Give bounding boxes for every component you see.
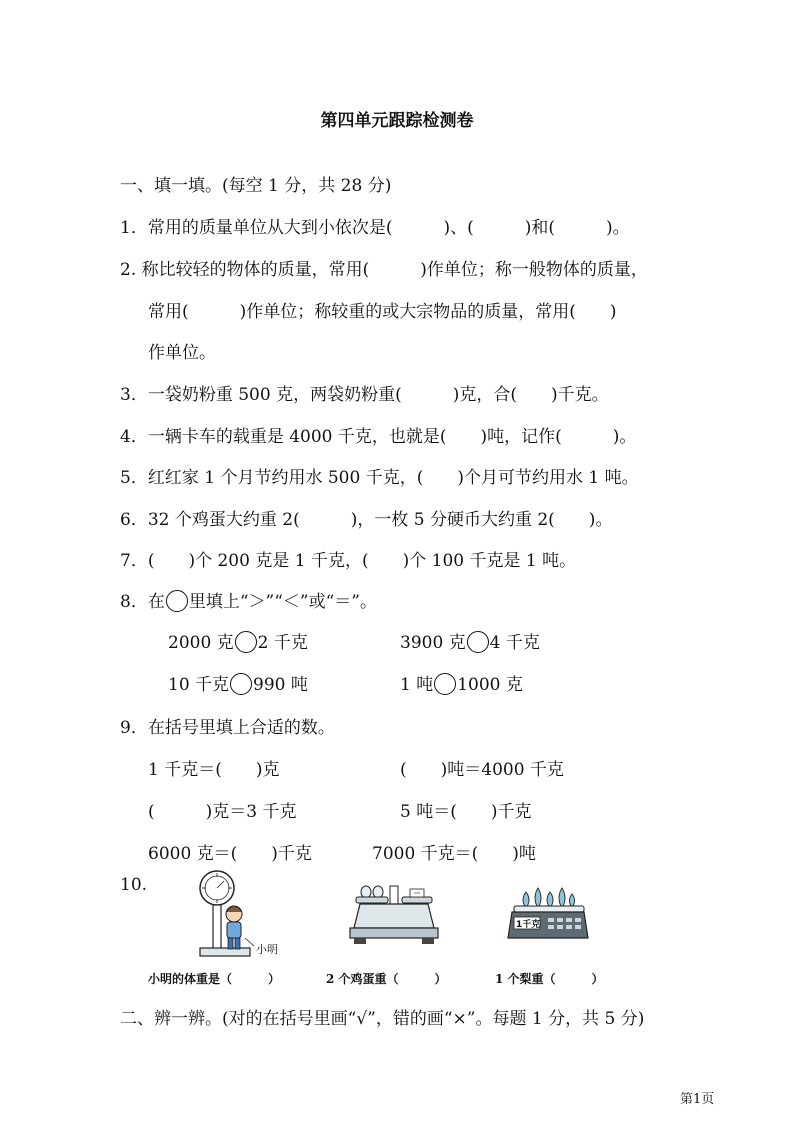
- compare-item: [168, 628, 308, 653]
- question-7: 7．( )个 200 克是 1 千克，( )个 100 千克是 1 吨。: [120, 551, 577, 571]
- answer-circle[interactable]: [434, 673, 456, 695]
- scale-display-label: 1千克: [516, 920, 541, 930]
- compare-circle-icon: [166, 590, 188, 612]
- question-3: 3．一袋奶粉重 500 克，两袋奶粉重( )克，合( )千克。: [120, 385, 609, 405]
- compare-item: [400, 628, 540, 653]
- balance-scale-illustration: [348, 880, 440, 952]
- question-9-stem: 9．在括号里填上合适的数。: [120, 718, 335, 738]
- compare-left: 1 吨: [400, 675, 434, 695]
- page-number: 第1页: [680, 1092, 715, 1107]
- question-4: 4．一辆卡车的载重是 4000 千克，也就是( )吨，记作( )。: [120, 427, 637, 447]
- answer-circle[interactable]: [467, 631, 489, 653]
- question-2-line-1: 2. 称比较轻的物体的质量，常用( )作单位；称一般物体的质量，: [120, 260, 648, 280]
- conversion-item: ( )克＝3 千克: [148, 802, 297, 822]
- question-8-prefix: 8．在: [120, 592, 165, 612]
- conversion-item: 5 吨＝( )千克: [400, 802, 532, 822]
- question-8-stem: [120, 587, 377, 612]
- answer-circle[interactable]: [235, 631, 257, 653]
- compare-left: 2000 克: [168, 633, 234, 653]
- conversion-item: 6000 克＝( )千克: [148, 844, 312, 864]
- conversion-item: ( )吨＝4000 千克: [400, 760, 564, 780]
- question-1: 1．常用的质量单位从大到小依次是( )、( )和( )。: [120, 218, 630, 238]
- compare-right: 990 吨: [253, 675, 308, 695]
- question-2-line-2: 常用( )作单位；称较重的或大宗物品的质量，常用( ): [148, 302, 617, 322]
- caption-egg-weight: 2 个鸡蛋重（ ）: [326, 972, 447, 986]
- conversion-item: 1 千克＝( )克: [148, 760, 280, 780]
- compare-item: [400, 670, 523, 695]
- compare-left: 10 千克: [168, 675, 230, 695]
- section-1-heading: 一、填一填。(每空 1 分，共 28 分): [120, 176, 392, 196]
- boy-name-label: 小明: [256, 943, 278, 956]
- electronic-scale-illustration: [506, 882, 590, 944]
- conversion-item: 7000 千克＝( )吨: [372, 844, 536, 864]
- caption-boy-weight: 小明的体重是（ ）: [148, 972, 281, 986]
- question-8-instruction: 里填上“＞”“＜”或“＝”。: [188, 592, 377, 612]
- question-10-number: 10.: [120, 875, 148, 895]
- question-2-line-3: 作单位。: [148, 343, 216, 363]
- compare-right: 1000 克: [457, 675, 523, 695]
- question-6: 6．32 个鸡蛋大约重 2( )，一枚 5 分硬币大约重 2( )。: [120, 510, 613, 530]
- page-title: 第四单元跟踪检测卷: [320, 111, 474, 131]
- compare-right: 2 千克: [257, 633, 308, 653]
- compare-right: 4 千克: [489, 633, 540, 653]
- caption-pear-weight: 1 个梨重（ ）: [495, 972, 604, 986]
- answer-circle[interactable]: [230, 673, 252, 695]
- section-2-heading: 二、辨一辨。(对的在括号里画“√”，错的画“×”。每题 1 分，共 5 分): [120, 1009, 645, 1029]
- compare-left: 3900 克: [400, 633, 466, 653]
- question-5: 5．红红家 1 个月节约用水 500 千克，( )个月可节约用水 1 吨。: [120, 468, 639, 488]
- compare-item: [168, 670, 308, 695]
